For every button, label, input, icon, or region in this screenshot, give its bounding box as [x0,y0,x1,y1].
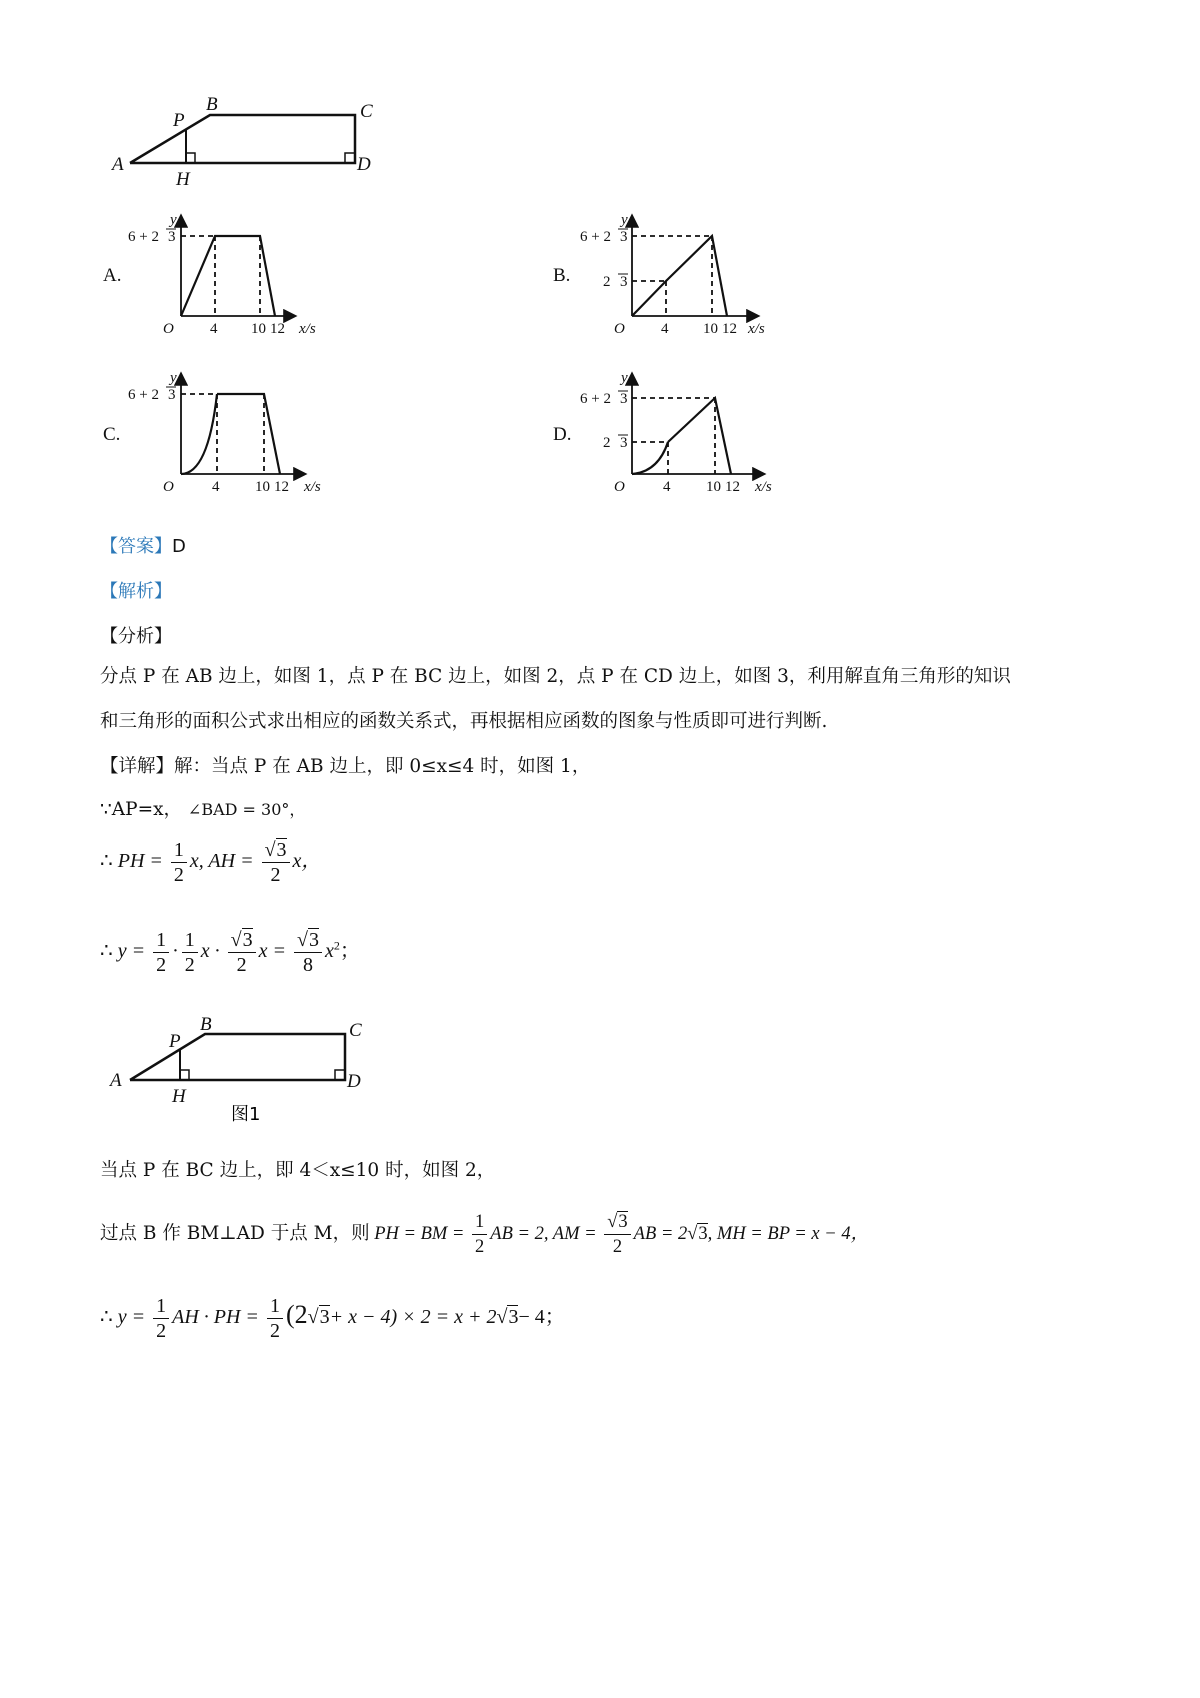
eq4-mid: + x − 4) × 2 = x + 2 [329,1306,497,1329]
detail-angle: ∠BAD = 30°， [187,800,306,819]
D-xlabel: x/s [755,479,772,495]
B-ymid: 2 [603,274,611,290]
fraction-sqrt3-over-8: $\frac{√3}{8}$ [294,928,322,977]
option-B-letter[interactable]: B. [553,265,571,286]
eq4-rad1: 3 [319,1306,330,1329]
detail-text1: 解：当点 P 在 AB 边上，即 0≤x≤4 时，如图 1， [174,756,591,777]
equation-2: ∴ y = $\frac{1}{2}$ · $\frac{1}{2}$ x · $\frac{√3}{2}$ x = $\frac{√3}{8}$ $x^2$； [100,929,360,976]
fraction-sqrt3-over-2: $\frac{√3}{2}$ [262,838,290,887]
detail-line1 [100,752,590,778]
label-A: A [112,154,124,175]
B-xt2: 10 [703,321,718,337]
fraction-sqrt3-over-2-c: $\frac{√3}{2}$ [604,1210,630,1259]
option-D-letter[interactable]: D. [553,424,572,445]
eq4-end: − 4； [518,1306,565,1329]
C-xt3: 12 [274,479,289,495]
eq2-end: ； [339,940,360,963]
fraction-half-e: $\frac{1}{2}$ [267,1294,283,1343]
B-xt1: 4 [661,321,669,337]
A-xt1: 4 [210,321,218,337]
eq3-intro: 过点 B 作 BM⊥AD 于点 M，则 [100,1222,370,1244]
detail-line3: 当点 P 在 BC 边上，即 4＜x≤10 时，如图 2， [100,1160,496,1181]
fraction-half-a: $\frac{1}{2}$ [153,928,169,977]
A-xt3: 12 [270,321,285,337]
eq3-ab: AB = 2, AM = [490,1223,597,1244]
answer-value: D [172,536,186,557]
D-xt2: 10 [706,479,721,495]
B-xt3: 12 [722,321,737,337]
fig1-label-A: A [110,1070,122,1091]
equation-3: 过点 B 作 BM⊥AD 于点 M，则 PH = BM = $\frac{1}{2}$ AB = 2, AM = $\frac{√3}{2}$ AB = 2√3, MH = BP = x − 4， [100,1212,870,1257]
fenxi-line2: 和三角形的面积公式求出相应的函数关系式，再根据相应函数的图象与性质即可进行判断. [100,711,828,732]
A-xt2: 10 [251,321,266,337]
label-C: C [360,101,373,122]
option-C-graph [118,370,338,495]
detail-line2 [100,795,305,821]
eq3-ab2: AB = 2 [633,1223,688,1244]
option-A-letter[interactable]: A. [103,265,122,286]
A-xlabel: x/s [299,321,316,337]
C-ytop: 6 + 2 [128,387,159,403]
C-xlabel: x/s [304,479,321,495]
equation-4: ∴ y = $\frac{1}{2}$ AH · PH = $\frac{1}{2}$ (2√3+ x − 4) × 2 = x + 2√3− 4； [100,1295,565,1342]
B-ytop-rad: 3 [620,229,628,245]
C-ylabel: y [170,370,177,386]
eq1-end: x， [292,850,322,873]
fig1-label-P: P [169,1031,181,1052]
D-ytop: 6 + 2 [580,391,611,407]
option-B-graph [570,212,790,337]
answer-tag: 【答案】 [100,536,172,557]
eq2-sup: 2 [333,938,340,953]
svg-text:3 [168,229,176,245]
fraction-half-c: $\frac{1}{2}$ [472,1210,487,1259]
D-xt3: 12 [725,479,740,495]
eq1-lhs: PH = [117,850,163,873]
C-xt1: 4 [212,479,220,495]
label-D: D [357,154,371,175]
detail-tag: 【详解】 [100,756,175,777]
therefore-symbol-3: ∴ [100,1306,113,1329]
eq4-open: (2 [285,1300,308,1330]
fenxi-tag: 【分析】 [100,626,172,647]
eq4-ahph: AH · PH = [172,1306,259,1329]
B-ymid-rad: 3 [620,274,628,290]
D-origin: O [614,479,625,495]
option-D-graph [570,370,790,495]
therefore-symbol-2: ∴ [100,940,113,963]
option-A-graph [118,212,338,337]
eq3-mh: , MH = BP = x − 4， [707,1223,870,1244]
fraction-half-d: $\frac{1}{2}$ [153,1294,169,1343]
label-H: H [176,169,190,190]
label-B: B [206,95,218,115]
D-ylabel: y [621,370,628,386]
B-xlabel: x/s [748,321,765,337]
equation-1 [100,838,321,887]
D-xt1: 4 [663,479,671,495]
fig1-label-C: C [349,1020,362,1041]
C-xt2: 10 [255,479,270,495]
eq1-mid: x, AH = [189,850,254,873]
fig1-label-H: H [172,1086,186,1107]
detail-ap: ∵AP=x， [100,799,183,820]
B-ytop: 6 + 2 [580,229,611,245]
answer-row [100,532,186,558]
A-ytop: 6 + 2 [128,229,159,245]
figure-trapezoid-top [100,95,400,195]
figure-1 [100,1012,400,1127]
A-ylabel: y [170,212,177,228]
fraction-half: $\frac{1}{2}$ [171,838,187,887]
D-ytop-rad: 3 [620,391,628,407]
fig1-label-B: B [200,1014,212,1035]
eq3-rad: 3 [698,1223,708,1244]
C-origin: O [163,479,174,495]
eq2-x: x · [200,940,220,963]
A-origin: O [163,321,174,337]
therefore-symbol: ∴ [100,850,113,873]
D-ymid-rad: 3 [620,435,628,451]
fenxi-line1: 分点 P 在 AB 边上，如图 1，点 P 在 BC 边上，如图 2，点 P 在 CD 边上，如图 3，利用解直角三角形的知识 [100,666,1011,687]
B-origin: O [614,321,625,337]
eq4-rad2: 3 [508,1306,519,1329]
D-ymid: 2 [603,435,611,451]
eq3-ph: PH = BM = [374,1223,465,1244]
eq4-lhs: y = [117,1306,146,1329]
analysis-tag: 【解析】 [100,581,172,602]
label-P: P [173,110,185,131]
option-C-letter[interactable]: C. [103,424,121,445]
A-ytop-rad: 3 [168,229,176,245]
fraction-half-b: $\frac{1}{2}$ [182,928,198,977]
fig1-label-D: D [347,1071,361,1092]
fig1-caption: 图1 [231,1104,261,1125]
B-ylabel: y [621,212,628,228]
eq2-x2: x [325,940,334,963]
C-ytop-rad: 3 [168,387,176,403]
eq2-eq: x = [258,940,287,963]
fraction-sqrt3-over-2-b: $\frac{√3}{2}$ [228,928,256,977]
eq2-lhs: y = [117,940,146,963]
